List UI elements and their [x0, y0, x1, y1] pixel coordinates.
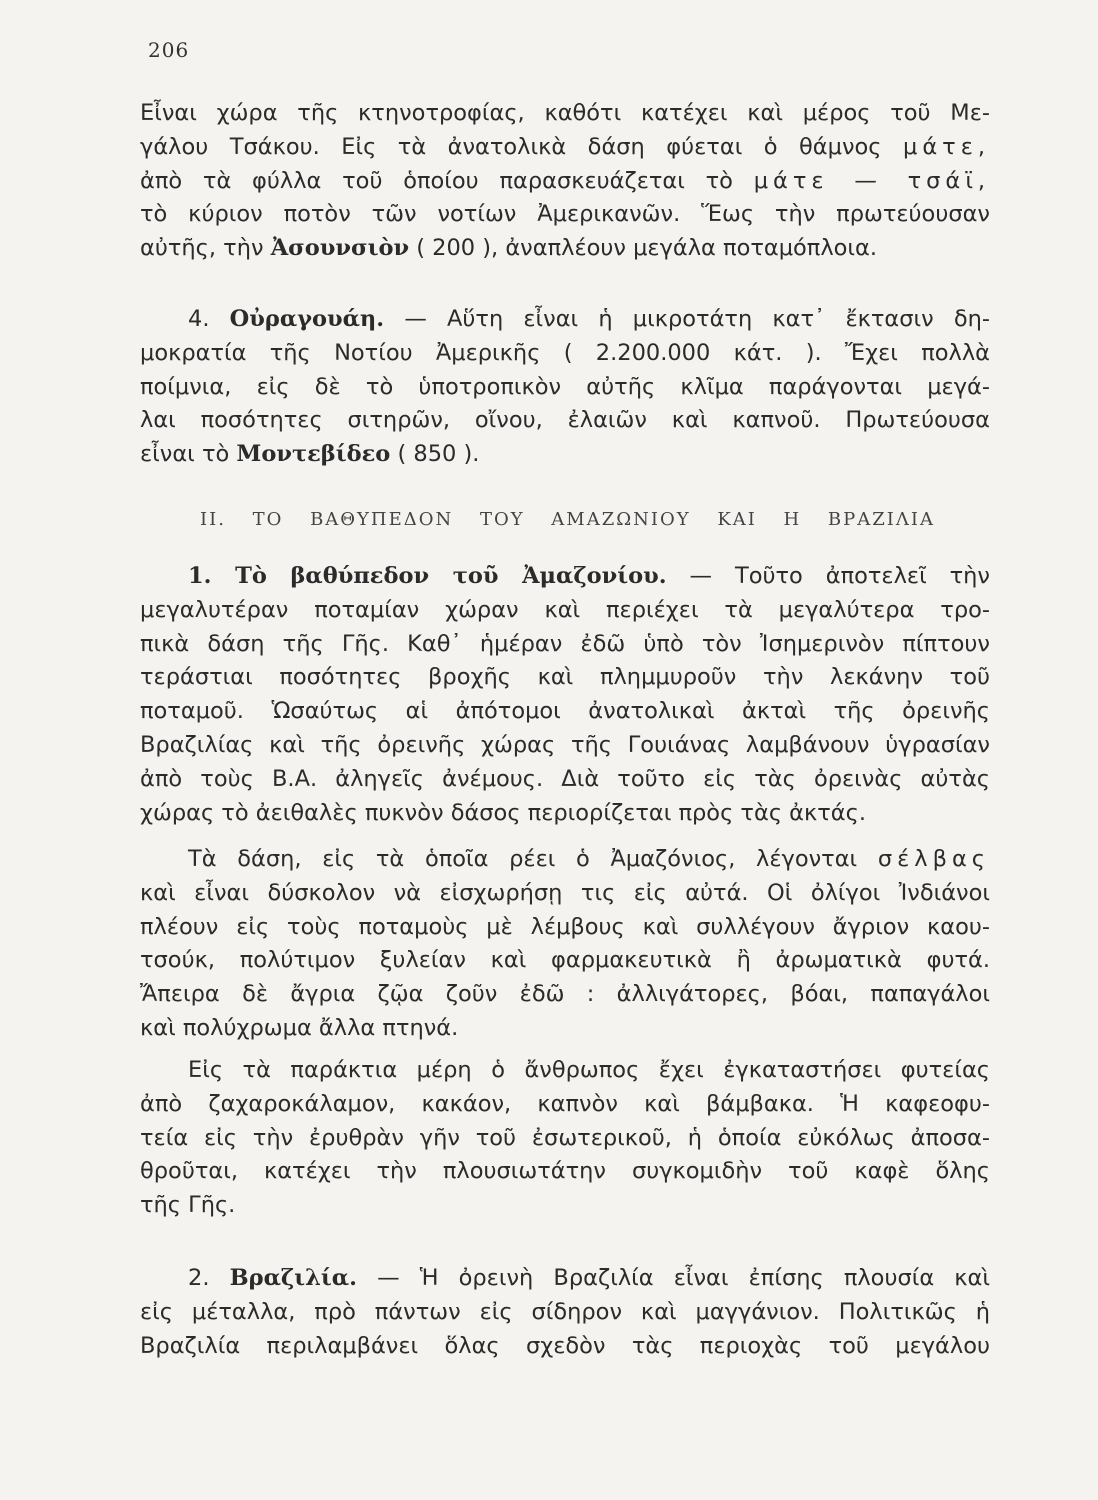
text-line: εἰς μέταλλα, πρὸ πάντων εἰς σίδηρον καὶ μαγγάνιον. Πολιτικῶς ἡ — [140, 1298, 990, 1325]
text-line: θροῦται, κατέχει τὴν πλουσιωτάτην συγκομιδὴν τοῦ καφὲ ὅλης — [140, 1158, 990, 1185]
text-line: 4. Οὐραγουάη. — Αὕτη εἶναι ἡ μικροτάτη κατ᾽ ἔκτασιν δη- — [188, 306, 991, 332]
text-line: 2. Βραζιλία. — Ἡ ὀρεινὴ Βραζιλία εἶναι ἐπίσης πλουσία καὶ — [188, 1265, 991, 1291]
text-line: εἶναι τὸ Μοντεβίδεο ( 850 ). — [140, 441, 480, 468]
paragraph-amazon-basin — [140, 560, 990, 830]
text-line: γάλου Τσάκου. Εἰς τὰ ἀνατολικὰ δάση φύεται ὁ θάμνος μάτε, — [140, 133, 991, 160]
text-line: ἀπὸ τὰ φύλλα τοῦ ὁποίου παρασκευάζεται τὸ μάτε — τσάϊ, — [140, 167, 990, 194]
text-line: χώρας τὸ ἀειθαλὲς πυκνὸν δάσος περιορίζεται πρὸς τὰς ἀκτάς. — [140, 799, 866, 826]
paragraph-paraguay-continued — [140, 97, 990, 266]
text-line: καὶ εἶναι δύσκολον νὰ εἰσχωρήσῃ τις εἰς αὐτά. Οἱ ὀλίγοι Ἰνδιάνοι — [140, 879, 990, 906]
text-line: τὸ κύριον ποτὸν τῶν νοτίων Ἀμερικανῶν. Ἕως τὴν πρωτεύουσαν — [140, 201, 990, 228]
text-line: τεία εἰς τὴν ἐρυθρὰν γῆν τοῦ ἐσωτερικοῦ, ἡ ὁποία εὐκόλως ἀποσα- — [140, 1124, 990, 1151]
heading-brazil: Βραζιλία. — [229, 1265, 357, 1291]
bold-term-montevideo: Μοντεβίδεο — [236, 441, 391, 468]
paragraph-brazil — [140, 1262, 990, 1363]
text-line: Τὰ δάση, εἰς τὰ ὁποῖα ρέει ὁ Ἀμαζόνιος, λέγονται σέλβας — [188, 846, 990, 872]
text-line: ποταμοῦ. Ὡσαύτως αἱ ἀπότομοι ἀνατολικαὶ ἀκταὶ τῆς ὀρεινῆς — [140, 698, 990, 725]
spaced-term-selvas: σέλβας — [877, 846, 990, 872]
text-line: πλέουν εἰς τοὺς ποταμοὺς μὲ λέμβους καὶ συλλέγουν ἄγριον καου- — [140, 913, 990, 940]
text-line: πικὰ δάση τῆς Γῆς. Καθ᾽ ἡμέραν ἐδῶ ὑπὸ τὸν Ἰσημερινὸν πίπτουν — [140, 630, 990, 657]
text-line: καὶ πολύχρωμα ἄλλα πτηνά. — [140, 1014, 459, 1041]
bold-term-asuncion: Ἀσουνσιὸν — [270, 235, 410, 262]
text-line: λαι ποσότητες σιτηρῶν, οἴνου, ἐλαιῶν καὶ καπνοῦ. Πρωτεύουσα — [140, 407, 990, 434]
heading-amazon-basin: 1. Τὸ βαθύπεδον τοῦ Ἀμαζονίου. — [188, 563, 667, 589]
paragraph-uruguay — [140, 303, 990, 472]
text-line: Βραζιλίας καὶ τῆς ὀρεινῆς χώρας τῆς Γουιάνας λαμβάνουν ὑγρασίαν — [140, 731, 990, 758]
text-line: Ἄπειρα δὲ ἄγρια ζῷα ζοῦν ἐδῶ : ἀλλιγάτορες, βόαι, παπαγάλοι — [140, 981, 990, 1008]
text-line: αὐτῆς, τὴν Ἀσουνσιὸν ( 200 ), ἀναπλέουν μεγάλα ποταμόπλοια. — [140, 235, 878, 262]
page-number: 206 — [148, 38, 190, 62]
text-line: μεγαλυτέραν ποταμίαν χώραν καὶ περιέχει τὰ μεγαλύτερα τρο- — [140, 596, 990, 623]
text-line: τεράστιαι ποσότητες βροχῆς καὶ πλημμυροῦν τὴν λεκάνην τοῦ — [140, 664, 990, 691]
text-line: 1. Τὸ βαθύπεδον τοῦ Ἀμαζονίου. — Τοῦτο ἀποτελεῖ τὴν — [188, 563, 990, 589]
text-line: ἀπὸ ζαχαροκάλαμον, κακάον, καπνὸν καὶ βάμβακα. Ἡ καφεοφυ- — [140, 1090, 990, 1117]
text-line: Βραζιλία περιλαμβάνει ὅλας σχεδὸν τὰς περιοχὰς τοῦ μεγάλου — [140, 1332, 990, 1359]
section-heading: ΙΙ. ΤΟ ΒΑΘΥΠΕΔΟΝ ΤΟΥ ΑΜΑΖΩΝΙΟΥ ΚΑΙ Η ΒΡΑΖΙΛΙΑ — [200, 509, 935, 530]
heading-uruguay: Οὐραγουάη. — [229, 306, 385, 332]
paragraph-plantations — [140, 1054, 990, 1223]
text-line: ποίμνια, εἰς δὲ τὸ ὑποτροπικὸν αὐτῆς κλῖμα παράγονται μεγά- — [140, 373, 990, 400]
text-line: μοκρατία τῆς Νοτίου Ἀμερικῆς ( 2.200.000 κάτ. ). Ἔχει πολλὰ — [140, 339, 990, 366]
text-line: τσούκ, πολύτιμον ξυλείαν καὶ φαρμακευτικὰ ἢ ἀρωματικὰ φυτά. — [140, 947, 990, 974]
text-line: Εἰς τὰ παράκτια μέρη ὁ ἄνθρωπος ἔχει ἐγκαταστήσει φυτείας — [188, 1057, 990, 1083]
text-line: τῆς Γῆς. — [140, 1192, 236, 1219]
spaced-term-mate-tsai: μάτε — τσάϊ, — [753, 167, 990, 194]
text-line: Εἶναι χώρα τῆς κτηνοτροφίας, καθότι κατέχει καὶ μέρος τοῦ Με- — [140, 100, 990, 126]
spaced-term-mate: μάτε, — [903, 133, 991, 160]
text-line: ἀπὸ τοὺς Β.Α. ἀληγεῖς ἀνέμους. Διὰ τοῦτο εἰς τὰς ὀρεινὰς αὐτὰς — [140, 765, 990, 792]
paragraph-selvas — [140, 843, 990, 1046]
